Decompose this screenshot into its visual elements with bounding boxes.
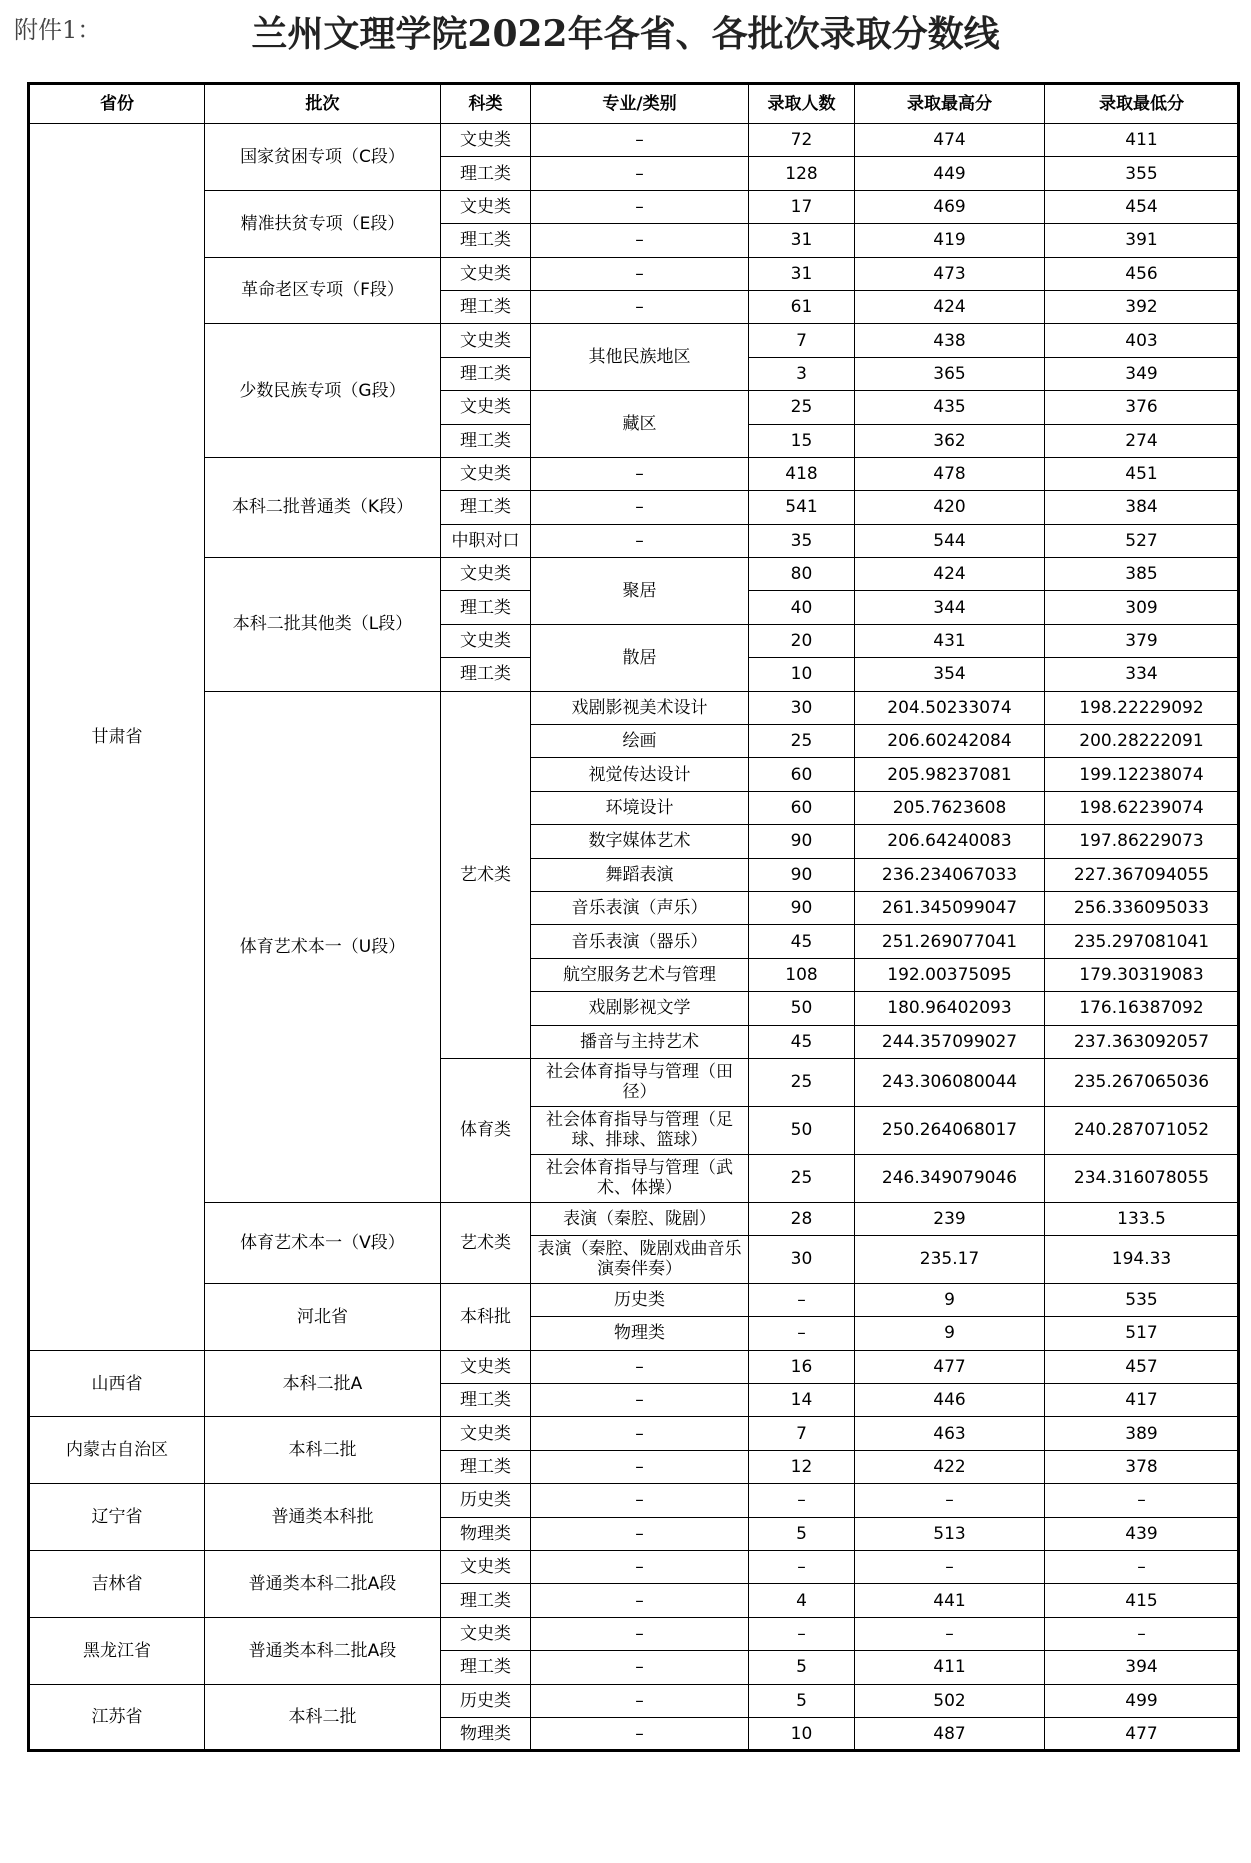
table-cell: 527 — [1045, 524, 1239, 557]
table-cell: 50 — [749, 1106, 855, 1154]
table-cell: 黑龙江省 — [29, 1617, 205, 1684]
table-cell: 349 — [1045, 357, 1239, 390]
table-cell: 表演（秦腔、陇剧戏曲音乐演奏伴奏） — [531, 1236, 749, 1284]
table-cell: 456 — [1045, 257, 1239, 290]
table-cell: 403 — [1045, 324, 1239, 357]
table-cell: 45 — [749, 1025, 855, 1058]
table-cell: 历史类 — [441, 1684, 531, 1717]
table-cell: 244.357099027 — [855, 1025, 1045, 1058]
table-cell: 204.50233074 — [855, 691, 1045, 724]
table-row — [29, 457, 1239, 490]
table-cell: 音乐表演（声乐） — [531, 891, 749, 924]
table-cell: 12 — [749, 1450, 855, 1483]
table-cell: – — [531, 124, 749, 157]
table-cell: 424 — [855, 558, 1045, 591]
table-cell: 108 — [749, 958, 855, 991]
table-cell: – — [531, 524, 749, 557]
table-cell: 72 — [749, 124, 855, 157]
table-cell: 35 — [749, 524, 855, 557]
table-cell: – — [531, 1717, 749, 1750]
table-row — [29, 1350, 1239, 1383]
table-cell: 10 — [749, 658, 855, 691]
table-cell: 415 — [1045, 1584, 1239, 1617]
table-cell: – — [1045, 1617, 1239, 1650]
table-cell: 物理类 — [531, 1317, 749, 1350]
table-cell: 477 — [855, 1350, 1045, 1383]
table-cell: 普通类本科二批A段 — [205, 1617, 441, 1684]
table-cell: 7 — [749, 324, 855, 357]
table-cell: 3 — [749, 357, 855, 390]
table-cell: 250.264068017 — [855, 1106, 1045, 1154]
table-cell: 344 — [855, 591, 1045, 624]
table-cell: 179.30319083 — [1045, 958, 1239, 991]
table-cell: 355 — [1045, 157, 1239, 190]
table-cell: 251.269077041 — [855, 925, 1045, 958]
table-cell: 江苏省 — [29, 1684, 205, 1751]
table-cell: – — [749, 1484, 855, 1517]
attachment-label: 附件1： — [14, 16, 102, 44]
table-cell: – — [531, 257, 749, 290]
table-cell: 聚居 — [531, 558, 749, 625]
table-cell: – — [531, 1684, 749, 1717]
header-batch: 批次 — [205, 84, 441, 124]
table-row — [29, 324, 1239, 357]
table-cell: 甘肃省 — [29, 124, 205, 1351]
table-row — [29, 1617, 1239, 1650]
table-cell: 391 — [1045, 224, 1239, 257]
table-cell: 文史类 — [441, 624, 531, 657]
table-cell: 194.33 — [1045, 1236, 1239, 1284]
table-cell: 378 — [1045, 1450, 1239, 1483]
table-cell: 235.297081041 — [1045, 925, 1239, 958]
table-cell: 239 — [855, 1202, 1045, 1235]
table-cell: 理工类 — [441, 424, 531, 457]
table-cell: 体育艺术本一（V段） — [205, 1202, 441, 1283]
table-cell: 文史类 — [441, 558, 531, 591]
table-cell: 274 — [1045, 424, 1239, 457]
table-row — [29, 1551, 1239, 1584]
table-cell: 普通类本科二批A段 — [205, 1551, 441, 1618]
table-row — [29, 257, 1239, 290]
table-cell: 45 — [749, 925, 855, 958]
header-admitted-count: 录取人数 — [749, 84, 855, 124]
table-cell: 473 — [855, 257, 1045, 290]
table-cell: 40 — [749, 591, 855, 624]
table-cell: 革命老区专项（F段） — [205, 257, 441, 324]
table-cell: – — [531, 491, 749, 524]
table-cell: 90 — [749, 891, 855, 924]
table-cell: 439 — [1045, 1517, 1239, 1550]
table-cell: 234.316078055 — [1045, 1154, 1239, 1202]
table-cell: 90 — [749, 858, 855, 891]
table-cell: 吉林省 — [29, 1551, 205, 1618]
table-cell: – — [531, 290, 749, 323]
table-cell: 227.367094055 — [1045, 858, 1239, 891]
table-cell: 90 — [749, 825, 855, 858]
table-cell: 235.267065036 — [1045, 1058, 1239, 1106]
table-cell: 17 — [749, 190, 855, 223]
table-cell: 9 — [855, 1283, 1045, 1316]
table-cell: 365 — [855, 357, 1045, 390]
header-major: 专业/类别 — [531, 84, 749, 124]
table-cell: 理工类 — [441, 591, 531, 624]
table-cell: 28 — [749, 1202, 855, 1235]
table-cell: 50 — [749, 992, 855, 1025]
table-row — [29, 558, 1239, 591]
table-cell: 内蒙古自治区 — [29, 1417, 205, 1484]
table-cell: 446 — [855, 1384, 1045, 1417]
table-cell: – — [531, 1484, 749, 1517]
table-cell: 物理类 — [441, 1717, 531, 1750]
table-cell: – — [531, 1517, 749, 1550]
table-row — [29, 124, 1239, 157]
table-cell: 理工类 — [441, 658, 531, 691]
table-cell: 散居 — [531, 624, 749, 691]
table-cell: – — [531, 1350, 749, 1383]
table-cell: 理工类 — [441, 290, 531, 323]
table-cell: 133.5 — [1045, 1202, 1239, 1235]
table-cell: – — [531, 1651, 749, 1684]
table-cell: 本科二批 — [205, 1417, 441, 1484]
table-cell: 199.12238074 — [1045, 758, 1239, 791]
table-cell: 392 — [1045, 290, 1239, 323]
table-cell: 477 — [1045, 1717, 1239, 1750]
table-cell: – — [531, 1617, 749, 1650]
table-cell: 180.96402093 — [855, 992, 1045, 1025]
table-cell: 辽宁省 — [29, 1484, 205, 1551]
table-row — [29, 1684, 1239, 1717]
table-cell: – — [531, 190, 749, 223]
table-cell: 河北省 — [205, 1283, 441, 1350]
table-cell: – — [531, 1551, 749, 1584]
table-header-row — [29, 84, 1239, 124]
table-cell: 376 — [1045, 391, 1239, 424]
table-cell: – — [531, 457, 749, 490]
table-cell: 379 — [1045, 624, 1239, 657]
table-cell: 艺术类 — [441, 1202, 531, 1283]
table-cell: 本科二批 — [205, 1684, 441, 1751]
table-cell: 历史类 — [531, 1283, 749, 1316]
table-row — [29, 190, 1239, 223]
table-cell: 463 — [855, 1417, 1045, 1450]
table-cell: 411 — [1045, 124, 1239, 157]
table-cell: – — [531, 1584, 749, 1617]
table-cell: 411 — [855, 1651, 1045, 1684]
table-cell: 文史类 — [441, 124, 531, 157]
table-cell: 10 — [749, 1717, 855, 1750]
table-cell: 环境设计 — [531, 791, 749, 824]
table-cell: 7 — [749, 1417, 855, 1450]
table-cell: 394 — [1045, 1651, 1239, 1684]
table-cell: – — [531, 1417, 749, 1450]
table-cell: 视觉传达设计 — [531, 758, 749, 791]
page-title: 兰州文理学院2022年各省、各批次录取分数线 — [251, 13, 1000, 55]
table-cell: 文史类 — [441, 457, 531, 490]
table-cell: – — [531, 1384, 749, 1417]
table-cell: 理工类 — [441, 1651, 531, 1684]
table-cell: 山西省 — [29, 1350, 205, 1417]
table-cell: 戏剧影视文学 — [531, 992, 749, 1025]
table-cell: 192.00375095 — [855, 958, 1045, 991]
table-cell: 25 — [749, 1058, 855, 1106]
header-min-score: 录取最低分 — [1045, 84, 1239, 124]
table-cell: 417 — [1045, 1384, 1239, 1417]
table-cell: 数字媒体艺术 — [531, 825, 749, 858]
table-cell: 385 — [1045, 558, 1239, 591]
table-cell: 普通类本科批 — [205, 1484, 441, 1551]
table-cell: 502 — [855, 1684, 1045, 1717]
table-cell: 5 — [749, 1684, 855, 1717]
table-cell: 487 — [855, 1717, 1045, 1750]
table-cell: 237.363092057 — [1045, 1025, 1239, 1058]
table-cell: 社会体育指导与管理（武术、体操） — [531, 1154, 749, 1202]
table-cell: 体育艺术本一（U段） — [205, 691, 441, 1202]
table-cell: 236.234067033 — [855, 858, 1045, 891]
table-cell: – — [1045, 1484, 1239, 1517]
table-cell: 理工类 — [441, 224, 531, 257]
table-cell: 理工类 — [441, 491, 531, 524]
table-cell: 438 — [855, 324, 1045, 357]
table-cell: – — [531, 157, 749, 190]
table-cell: 理工类 — [441, 1384, 531, 1417]
table-cell: 25 — [749, 391, 855, 424]
table-cell: 社会体育指导与管理（田径） — [531, 1058, 749, 1106]
table-cell: – — [1045, 1551, 1239, 1584]
table-cell: 198.62239074 — [1045, 791, 1239, 824]
table-cell: 藏区 — [531, 391, 749, 458]
table-cell: 本科批 — [441, 1283, 531, 1350]
table-cell: 物理类 — [441, 1517, 531, 1550]
table-cell: – — [749, 1283, 855, 1316]
table-cell: 社会体育指导与管理（足球、排球、篮球） — [531, 1106, 749, 1154]
table-cell: 表演（秦腔、陇剧） — [531, 1202, 749, 1235]
table-cell: 中职对口 — [441, 524, 531, 557]
table-cell: 25 — [749, 725, 855, 758]
table-cell: 197.86229073 — [1045, 825, 1239, 858]
table-cell: 5 — [749, 1651, 855, 1684]
table-cell: 474 — [855, 124, 1045, 157]
table-cell: 451 — [1045, 457, 1239, 490]
table-cell: 文史类 — [441, 1617, 531, 1650]
table-cell: – — [855, 1484, 1045, 1517]
table-cell: 435 — [855, 391, 1045, 424]
table-cell: 419 — [855, 224, 1045, 257]
table-cell: 文史类 — [441, 1350, 531, 1383]
table-cell: 243.306080044 — [855, 1058, 1045, 1106]
table-cell: 176.16387092 — [1045, 992, 1239, 1025]
table-cell: 4 — [749, 1584, 855, 1617]
table-cell: 544 — [855, 524, 1045, 557]
table-row — [29, 691, 1239, 724]
table-cell: 25 — [749, 1154, 855, 1202]
table-cell: 478 — [855, 457, 1045, 490]
table-cell: 精准扶贫专项（E段） — [205, 190, 441, 257]
table-cell: 454 — [1045, 190, 1239, 223]
table-cell: 文史类 — [441, 1551, 531, 1584]
table-cell: 9 — [855, 1317, 1045, 1350]
table-cell: 30 — [749, 1236, 855, 1284]
table-cell: – — [855, 1551, 1045, 1584]
table-cell: 14 — [749, 1384, 855, 1417]
table-cell: 31 — [749, 257, 855, 290]
table-cell: 334 — [1045, 658, 1239, 691]
header-subject: 科类 — [441, 84, 531, 124]
table-cell: 309 — [1045, 591, 1239, 624]
table-cell: 420 — [855, 491, 1045, 524]
table-cell: 205.98237081 — [855, 758, 1045, 791]
table-cell: 理工类 — [441, 157, 531, 190]
table-cell: 航空服务艺术与管理 — [531, 958, 749, 991]
header-max-score: 录取最高分 — [855, 84, 1045, 124]
table-row — [29, 1484, 1239, 1517]
table-cell: 文史类 — [441, 190, 531, 223]
table-cell: 本科二批A — [205, 1350, 441, 1417]
table-row — [29, 1417, 1239, 1450]
table-cell: 文史类 — [441, 324, 531, 357]
table-cell: 246.349079046 — [855, 1154, 1045, 1202]
table-cell: 绘画 — [531, 725, 749, 758]
table-cell: 文史类 — [441, 257, 531, 290]
table-cell: 198.22229092 — [1045, 691, 1239, 724]
table-cell: 本科二批普通类（K段） — [205, 457, 441, 557]
header-province: 省份 — [29, 84, 205, 124]
table-cell: 30 — [749, 691, 855, 724]
table-cell: 80 — [749, 558, 855, 591]
table-cell: 理工类 — [441, 1450, 531, 1483]
table-cell: 424 — [855, 290, 1045, 323]
table-cell: 体育类 — [441, 1058, 531, 1202]
table-cell: – — [531, 224, 749, 257]
table-cell: 389 — [1045, 1417, 1239, 1450]
table-cell: 60 — [749, 791, 855, 824]
table-cell: 艺术类 — [441, 691, 531, 1058]
table-cell: 206.60242084 — [855, 725, 1045, 758]
table-cell: 文史类 — [441, 391, 531, 424]
table-cell: 469 — [855, 190, 1045, 223]
table-cell: 本科二批其他类（L段） — [205, 558, 441, 692]
table-cell: 362 — [855, 424, 1045, 457]
table-cell: 418 — [749, 457, 855, 490]
table-cell: 其他民族地区 — [531, 324, 749, 391]
table-cell: 354 — [855, 658, 1045, 691]
table-cell: 历史类 — [441, 1484, 531, 1517]
table-cell: 431 — [855, 624, 1045, 657]
table-cell: 261.345099047 — [855, 891, 1045, 924]
table-cell: 535 — [1045, 1283, 1239, 1316]
table-cell: 499 — [1045, 1684, 1239, 1717]
table-cell: – — [749, 1617, 855, 1650]
table-cell: – — [749, 1551, 855, 1584]
table-cell: 61 — [749, 290, 855, 323]
table-cell: 16 — [749, 1350, 855, 1383]
admission-score-table — [27, 82, 1240, 1752]
table-cell: 513 — [855, 1517, 1045, 1550]
table-cell: 205.7623608 — [855, 791, 1045, 824]
table-cell: – — [855, 1617, 1045, 1650]
table-cell: 戏剧影视美术设计 — [531, 691, 749, 724]
table-cell: 128 — [749, 157, 855, 190]
table-cell: 60 — [749, 758, 855, 791]
table-cell: 206.64240083 — [855, 825, 1045, 858]
table-cell: 15 — [749, 424, 855, 457]
table-cell: 理工类 — [441, 1584, 531, 1617]
table-cell: 235.17 — [855, 1236, 1045, 1284]
table-row — [29, 1283, 1239, 1316]
table-cell: 文史类 — [441, 1417, 531, 1450]
table-cell: 少数民族专项（G段） — [205, 324, 441, 458]
table-cell: 31 — [749, 224, 855, 257]
table-cell: 国家贫困专项（C段） — [205, 124, 441, 191]
table-cell: 256.336095033 — [1045, 891, 1239, 924]
table-cell: 384 — [1045, 491, 1239, 524]
table-cell: 5 — [749, 1517, 855, 1550]
table-cell: 541 — [749, 491, 855, 524]
table-cell: 517 — [1045, 1317, 1239, 1350]
table-cell: 422 — [855, 1450, 1045, 1483]
table-cell: 播音与主持艺术 — [531, 1025, 749, 1058]
table-cell: – — [531, 1450, 749, 1483]
table-cell: 200.28222091 — [1045, 725, 1239, 758]
table-cell: 457 — [1045, 1350, 1239, 1383]
table-cell: 理工类 — [441, 357, 531, 390]
table-cell: 449 — [855, 157, 1045, 190]
table-row — [29, 1202, 1239, 1235]
table-cell: 舞蹈表演 — [531, 858, 749, 891]
table-cell: – — [749, 1317, 855, 1350]
table-cell: 240.287071052 — [1045, 1106, 1239, 1154]
table-cell: 20 — [749, 624, 855, 657]
table-cell: 441 — [855, 1584, 1045, 1617]
table-cell: 音乐表演（器乐） — [531, 925, 749, 958]
